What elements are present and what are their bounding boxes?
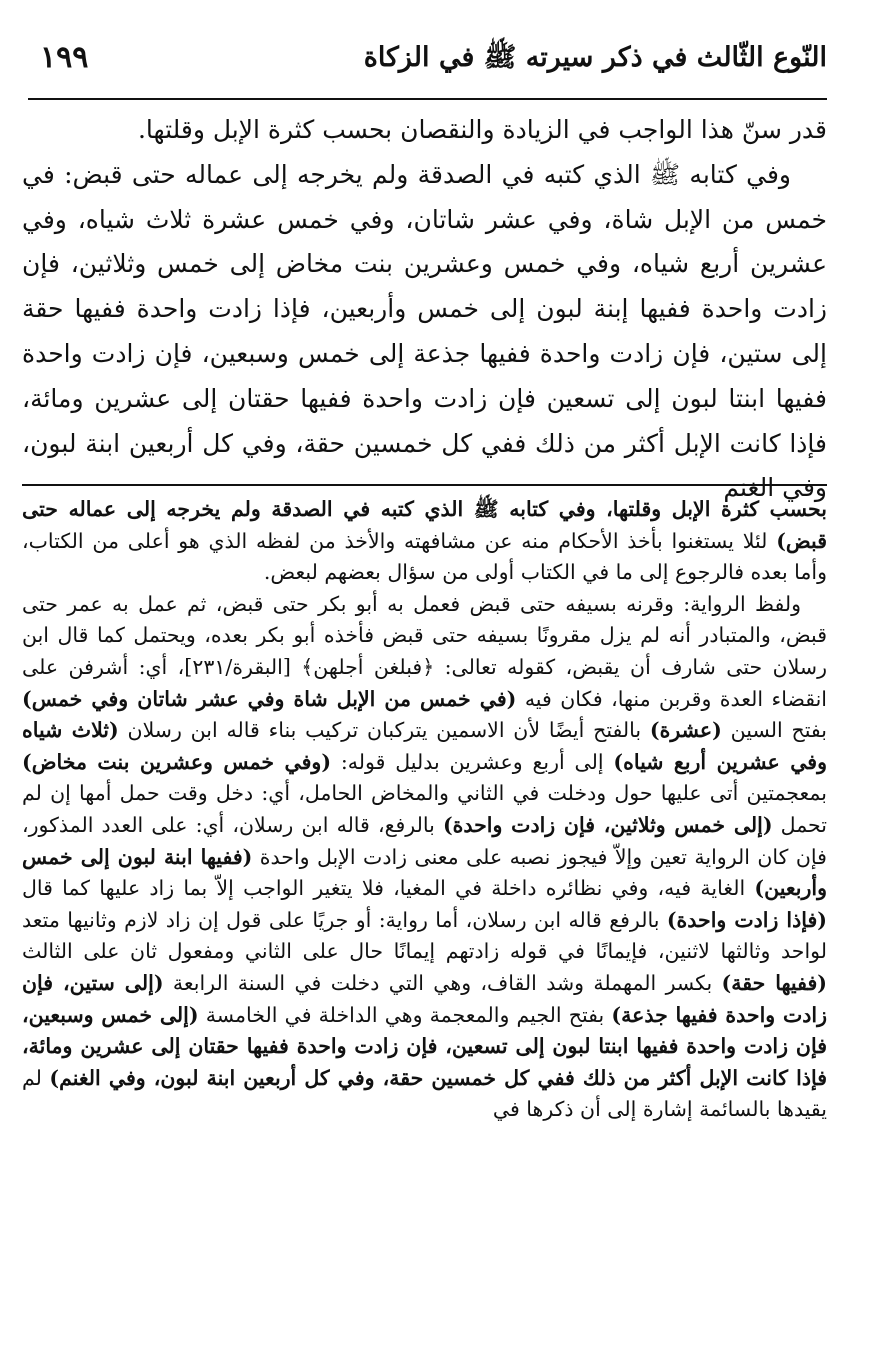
commentary-text-run: بكسر المهملة وشد القاف، وهي التي دخلت في السنة الرابعة bbox=[163, 970, 722, 995]
commentary-text-run: بمعجمتين أتى عليها حول ودخلت في الثاني والمخاض الحامل، أي: دخل وقت حمل أمها إن لم تحمل bbox=[22, 781, 827, 837]
commentary-text-run: لئلا يستغنوا بأخذ الأحكام منه عن مشافهته والأخذ من لفظه الذي هو أعلى من الكتاب، وأما بعده فالرجوع إلى ما في الكتاب أولى من سؤال بعضهم لبعض. bbox=[22, 528, 827, 585]
main-text bbox=[22, 108, 827, 503]
commentary-text-run: لم يقيدها بالسائمة إشارة إلى أن ذكرها في bbox=[22, 1065, 827, 1122]
quoted-text: بحسب كثرة الإبل وقلتها، وفي كتابه ﷺ الذي كتبه في الصدقة ولم يخرجه إلى عماله حتى قبض) bbox=[22, 497, 827, 553]
footnote-separator bbox=[22, 484, 827, 486]
quoted-text: (في خمس من الإبل شاة وفي عشر شاتان وفي خمس) bbox=[22, 686, 517, 711]
quoted-text: (إلى ستين، فإن زادت واحدة ففيها جذعة) bbox=[22, 970, 827, 1027]
header-rule bbox=[28, 98, 827, 100]
commentary-text-run: بفتح الجيم والمعجمة وهي الداخلة في الخامسة bbox=[198, 1002, 612, 1027]
running-title: النّوع الثّالث في ذكر سيرته ﷺ في الزكاة bbox=[363, 42, 827, 73]
quoted-text: (إلى خمس وسبعين، فإن زادت واحدة ففيها ابنتا لبون إلى تسعين، فإن زادت واحدة ففيها حقتان إلى عشرين ومائة، فإذا كانت الإبل أكثر من ذلك ففي كل خمسين حقة، وفي كل أربعين ابنة لبون، وفي الغنم) bbox=[22, 1002, 827, 1090]
commentary-paragraph-1 bbox=[22, 494, 827, 589]
commentary-text-run: بفتح السين bbox=[721, 718, 827, 743]
main-paragraph-2: وفي كتابه ﷺ الذي كتبه في الصدقة ولم يخرجه إلى عماله حتى قبض: في خمس من الإبل شاة، وفي عشر شاتان، وفي خمس عشرة ثلاث شياه، وفي عشرين أربع شياه، وفي خمس وعشرين بنت مخاض إلى خمس وثلاثين، فإن زادت واحدة ففيها إبنة لبون إلى خمس وأربعين، فإذا زادت واحدة ففيها حقة إلى ستين، فإن زادت واحدة ففيها جذعة إلى خمس وسبعين، فإن زادت واحدة ففيها ابنتا لبون إلى تسعين فإن زادت واحدة ففيها حقتان إلى عشرين ومائة، فإذا كانت الإبل أكثر من ذلك ففي كل خمسين حقة، وفي كل أربعين ابنة لبون، وفي الغنم bbox=[22, 159, 827, 503]
commentary-text-run: بالفتح أيضًا لأن الاسمين يتركبان تركيب بناء قاله ابن رسلان bbox=[118, 718, 650, 743]
quoted-text: (ثلاث شياه وفي عشرين أربع شياه) bbox=[22, 718, 827, 774]
commentary-text bbox=[22, 494, 827, 1294]
page-number: ١٩٩ bbox=[40, 40, 89, 75]
commentary-paragraph-2 bbox=[22, 589, 827, 1126]
main-paragraph-1: قدر سنّ هذا الواجب في الزيادة والنقصان بحسب كثرة الإبل وقلتها. bbox=[137, 115, 827, 144]
commentary-text-run: ولفظ الرواية: وقرنه بسيفه حتى قبض فعمل به أبو بكر حتى قبض، ثم عمل به عمر حتى قبض، والمتبادر أنه لم يزل مقرونًا بسيفه حتى قبض فأخذه أبو بكر بعده، ويحتمل كما قال ابن رسلان حتى شارف أن يقبض، كقوله تعالى: ﴿فبلغن أجلهن﴾ [البقرة/٢٣١]، أي: أشرفن على انقضاء العدة وقربن منها، فكان فيه bbox=[22, 591, 828, 711]
quoted-text: (ففيها حقة) bbox=[721, 970, 827, 995]
quoted-text: (فإذا زادت واحدة) bbox=[666, 907, 827, 932]
commentary-text-run: بالرفع قاله ابن رسلان، أما رواية: أو جريًا على قول إن زاد لازم وثانيها متعد لواحد وثالثها لاثنين، فإيمانًا في قوله زادتهم إيمانًا حال على الثاني ومفعول ثان على الثالث bbox=[22, 907, 827, 964]
commentary-text-run: إلى أربع وعشرين بدليل قوله: bbox=[331, 749, 614, 774]
commentary-text-run: الغاية فيه، وفي نظائره داخلة في المغيا، فلا يتغير الواجب إلاّ بما زاد عليها كما قال bbox=[22, 876, 755, 901]
quoted-text: (وفي خمس وعشرين بنت مخاض) bbox=[22, 749, 332, 774]
page-header bbox=[22, 40, 827, 100]
commentary-text-run: بالرفع، قاله ابن رسلان، أي: على العدد المذكور، فإن كان الرواية تعين وإلاّ فيجوز نصبه على معنى زادت الإبل واحدة bbox=[22, 812, 827, 869]
quoted-text: (عشرة) bbox=[649, 718, 722, 743]
quoted-text: (ففيها ابنة لبون إلى خمس وأربعين) bbox=[22, 844, 827, 901]
quoted-text: (إلى خمس وثلاثين، فإن زادت واحدة) bbox=[442, 812, 773, 837]
